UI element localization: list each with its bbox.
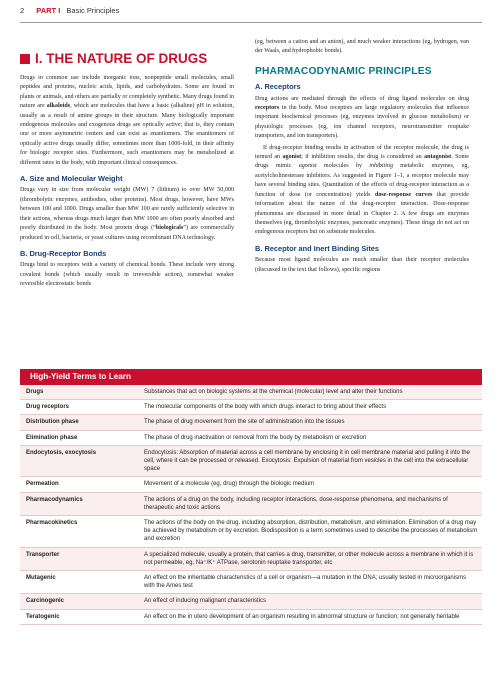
term-name: Elimination phase (20, 430, 138, 445)
term-name: Endocytosis, exocytosis (20, 445, 138, 477)
term-definition: A specialized molecule, usually a protein, that carries a drug, transmitter, or other molecule across a membrane in which it is not permeable, eg, Na⁺/K⁺ ATPase, serotonin reuptake transporter, etc (138, 547, 482, 570)
term-name: Carcinogenic (20, 594, 138, 609)
section-b-heading: B. Drug-Receptor Bonds (20, 248, 107, 258)
term-row (20, 385, 482, 400)
term-name: Transporter (20, 547, 138, 570)
running-head (20, 6, 119, 15)
term-row (20, 492, 482, 515)
term-name: Drugs (20, 385, 138, 400)
chapter-title: I. THE NATURE OF DRUGS (35, 51, 208, 67)
term-name: Mutagenic (20, 571, 138, 594)
left-column (20, 36, 234, 292)
binding-sites-paragraph: Because most ligand molecules are much smaller than their receptor molecules (discussed in the text that follows), specific regions (255, 257, 469, 273)
term-row (20, 430, 482, 445)
term-row (20, 477, 482, 492)
section-b-paragraph: Drugs bind to receptors with a variety of chemical bonds. These include very strong covalent bonds (which usually result in irreversible action), somewhat weaker reversible electrostatic bonds (20, 262, 234, 288)
term-row (20, 415, 482, 430)
high-yield-table (20, 385, 482, 625)
term-row (20, 445, 482, 477)
term-row (20, 609, 482, 624)
heading-square-marker (20, 54, 30, 64)
header-rule (20, 22, 482, 23)
term-definition: An effect on the in utero development of an organism resulting in abnormal structure or function; not generally heritable (138, 609, 482, 624)
term-name: Teratogenic (20, 609, 138, 624)
term-definition: The phase of drug movement from the site of administration into the tissues (138, 415, 482, 430)
receptors-heading: A. Receptors (255, 82, 301, 92)
intro-paragraph: Drugs in common use include inorganic ions, nonpeptide small molecules, small peptides and proteins, nucleic acids, lipids, and carbohydrates. Some are found in plants or animals, and others are partially or completely synthetic. Many drugs found in nature are alkaloids, which are molecules that have a basic (alkaline) pH in solution, usually as a result of amine groups in their structure. Many biologically important endogenous molecules and exogenous drugs are optically active; that is, they contain one or more asymmetric centers and can exist as enantiomers. The enantiomers of optically active drugs usually differ, sometimes more than 1000-fold, in their affinity for biologic receptor sites. Furthermore, such enantiomers may be metabolized at different rates in the body, with important clinical consequences. (20, 75, 234, 166)
part-label: PART I (36, 6, 61, 15)
term-name: Drug receptors (20, 400, 138, 415)
term-definition: The actions of the body on the drug, including absorption, distribution, metabolism, and elimination. Elimination of a drug may be achieved by metabolism or by excretion. Biodisposition is a term sometimes used to describe the processes of metabolism and excretion (138, 516, 482, 548)
term-row (20, 594, 482, 609)
term-definition: Substances that act on biologic systems at the chemical (molecular) level and alter their functions (138, 385, 482, 400)
page-number: 2 (20, 6, 25, 15)
continuation-paragraph: (eg, between a cation and an anion), and much weaker interactions (eg, hydrogen, van der Waals, and hydrophobic bonds). (255, 39, 469, 55)
term-row (20, 400, 482, 415)
term-definition: The actions of a drug on the body, including receptor interactions, dose-response phenomena, and mechanisms of therapeutic and toxic actions (138, 492, 482, 515)
term-definition: An effect on the inheritable characteristics of a cell or organism—a mutation in the DNA; usually tested in microorganisms with the Ames test (138, 571, 482, 594)
high-yield-terms-box (20, 369, 482, 689)
section-a-paragraph: Drugs vary in size from molecular weight (MW) 7 (lithium) to over MW 50,000 (thrombolytic enzymes, antibodies, other proteins). Most drugs, however, have MWs between 100 and 1000. Drugs smaller than MW 100 are rarely sufficiently selective in their actions, whereas drugs much larger than MW 1000 are often poorly absorbed and poorly distributed in the body. Most protein drugs (“biologicals”) are commercially produced in cell, bacteria, or yeast cultures using recombinant DNA technology. (20, 187, 234, 241)
pharmacodynamic-heading: PHARMACODYNAMIC PRINCIPLES (255, 65, 432, 77)
binding-sites-heading: B. Receptor and Inert Binding Sites (255, 243, 380, 253)
term-row (20, 547, 482, 570)
term-definition: An effect of inducing malignant characteristics (138, 594, 482, 609)
term-definition: The phase of drug inactivation or removal from the body by metabolism or excretion (138, 430, 482, 445)
chapter-heading (20, 51, 234, 67)
term-name: Pharmacokinetics (20, 516, 138, 548)
part-title: Basic Principles (66, 6, 120, 15)
right-column (255, 38, 469, 277)
receptors-paragraph-1: Drug actions are mediated through the effects of drug ligand molecules on drug receptors in the body. Most receptors are large regulatory molecules that influence important biochemical processes (eg, enzymes involved in glucose metabolism) or physiologic processes (eg, ion channel receptors, neurotransmitter reuptake transporters, and ion transporters). (255, 95, 469, 140)
section-a-heading: A. Size and Molecular Weight (20, 174, 123, 184)
term-row (20, 516, 482, 548)
term-row (20, 571, 482, 594)
high-yield-title: High-Yield Terms to Learn (20, 369, 482, 385)
receptors-paragraph-2: If drug-receptor binding results in activation of the receptor molecule, the drug is termed an agonist; if inhibition results, the drug is considered an antagonist. Some drugs mimic agonist molecules by inhibiting metabolic enzymes, eg, acetylcholinesterase inhibitors. As suggested in Figure 1–1, a receptor molecule may have several binding sites. Quantitation of the effects of drug-receptor interaction as a function of dose (or concentration) yields dose-response curves that provide information about the nature of the drug-receptor interaction. Dose-response phenomena are discussed in more detail in Chapter 2. A few drugs are enzymes themselves (eg, thrombolytic enzymes, pancreatic enzymes). These drugs do not act on endogenous receptors but on substrate molecules. (255, 144, 470, 236)
term-name: Pharmacodynamics (20, 492, 138, 515)
term-definition: Movement of a molecule (eg, drug) through the biologic medium (138, 477, 482, 492)
term-name: Permeation (20, 477, 138, 492)
term-name: Distribution phase (20, 415, 138, 430)
term-definition: Endocytosis: Absorption of material across a cell membrane by enclosing it in cell membrane material and pulling it into the cell, where it can be processed or released. Exocytosis: Expulsion of material from vesicles in the cell into the extracellular space (138, 445, 482, 477)
term-definition: The molecular components of the body with which drugs interact to bring about their effects (138, 400, 482, 415)
